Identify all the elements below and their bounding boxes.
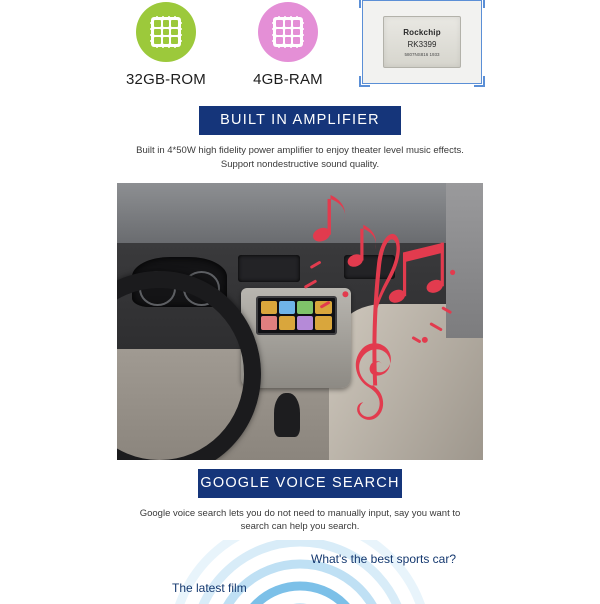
memory-chip-icon [136, 2, 196, 62]
memory-chip-icon [258, 2, 318, 62]
voice-bubble-question: What's the best sports car? [311, 552, 457, 567]
spec-ram-label: 4GB-RAM [253, 71, 323, 88]
amplifier-description-line1: Built in 4*50W high fidelity power amplifier to enjoy theater level music effects. [136, 145, 464, 156]
head-unit-screen [256, 296, 337, 335]
voice-description [100, 507, 500, 535]
amplifier-description [100, 144, 500, 172]
voice-description-line1: Google voice search lets you do not need to manually input, say you want to [139, 507, 461, 519]
soc-chip [383, 16, 461, 68]
soc-model: RK3399 [407, 39, 437, 49]
soc-brand: Rockchip [403, 27, 441, 37]
spec-rom-label: 32GB-ROM [126, 71, 206, 88]
voice-bubble-film: The latest film [172, 581, 247, 596]
soc-photo-frame [362, 0, 482, 84]
frame-corner-icon [474, 76, 485, 87]
spec-rom [118, 0, 214, 88]
amplifier-description-line2: Support nondestructive sound quality. [220, 158, 380, 170]
voice-banner-wrap [0, 469, 600, 498]
amplifier-banner-wrap [0, 96, 600, 135]
car-dashboard-photo [117, 183, 483, 460]
specs-row [0, 0, 600, 96]
voice-graphic [0, 540, 600, 604]
spec-ram [240, 0, 336, 88]
frame-corner-icon [474, 0, 485, 8]
soc-code: 5807NS816 1933 [404, 51, 440, 57]
voice-banner: GOOGLE VOICE SEARCH [198, 469, 402, 498]
voice-description-line2: search can help you search. [240, 521, 360, 533]
frame-corner-icon [359, 76, 370, 87]
frame-corner-icon [359, 0, 370, 8]
sound-wave-arcs [0, 540, 600, 604]
amplifier-banner: BUILT IN AMPLIFIER [199, 106, 401, 135]
